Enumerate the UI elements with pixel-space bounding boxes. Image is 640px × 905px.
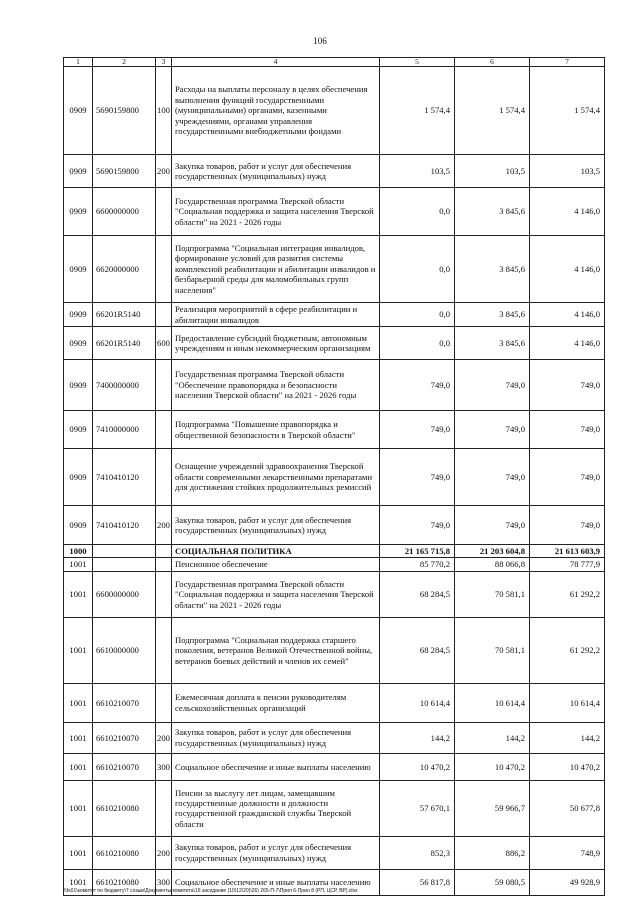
- cell-v2023: 103,5: [530, 155, 605, 188]
- cell-v2022: 749,0: [455, 360, 530, 411]
- cell-name: Расходы на выплаты персоналу в целях обеспечения выполнения функций государственными (муниципальными) органами, казенными учреждениями, органами управления государственными внебюджетными фондами: [172, 67, 380, 155]
- cell-name: Реализация мероприятий в сфере реабилитации и абилитации инвалидов: [172, 303, 380, 327]
- cell-v2022: 59 080,5: [455, 869, 530, 895]
- cell-name: Социальное обеспечение и иные выплаты населению: [172, 869, 380, 895]
- cell-name: Пенсионное обеспечение: [172, 558, 380, 571]
- cell-section: 1001: [64, 617, 93, 683]
- cell-code: 6610210070: [93, 753, 156, 780]
- cell-section: 1001: [64, 836, 93, 869]
- cell-section: 0909: [64, 449, 93, 506]
- cell-v2021: 68 284,5: [380, 571, 455, 617]
- cell-v2022: 749,0: [455, 411, 530, 449]
- cell-v2021: 749,0: [380, 411, 455, 449]
- table-row: [64, 722, 605, 753]
- cell-v2023: 144,2: [530, 722, 605, 753]
- cell-code: 5690159800: [93, 155, 156, 188]
- cell-v2021: 749,0: [380, 449, 455, 506]
- cell-v2023: 10 470,2: [530, 753, 605, 780]
- cell-section: 1001: [64, 683, 93, 722]
- table-row: [64, 327, 605, 360]
- cell-section: 1001: [64, 558, 93, 571]
- cell-v2022: 70 581,1: [455, 617, 530, 683]
- cell-v2023: 78 777,9: [530, 558, 605, 571]
- cell-vr: [156, 449, 172, 506]
- cell-name: Закупка товаров, работ и услуг для обеспечения государственных (муниципальных) нужд: [172, 836, 380, 869]
- cell-section: 1001: [64, 722, 93, 753]
- cell-vr: 200: [156, 836, 172, 869]
- column-number: 6: [455, 58, 530, 67]
- cell-name: Закупка товаров, работ и услуг для обеспечения государственных (муниципальных) нужд: [172, 506, 380, 545]
- cell-code: 6610210080: [93, 836, 156, 869]
- cell-v2022: 3 845,6: [455, 303, 530, 327]
- cell-v2021: 0,0: [380, 188, 455, 236]
- cell-v2023: 10 614,4: [530, 683, 605, 722]
- cell-v2021: 56 817,8: [380, 869, 455, 895]
- column-number: 1: [64, 58, 93, 67]
- cell-section: 0909: [64, 155, 93, 188]
- page-number: 106: [313, 36, 327, 46]
- cell-section: 0909: [64, 303, 93, 327]
- cell-v2023: 748,9: [530, 836, 605, 869]
- cell-name: Оснащение учреждений здравоохранения Тверской области современными лекарственными препаратами для достижения стойких продолжительных ремиссий: [172, 449, 380, 506]
- cell-section: 1001: [64, 753, 93, 780]
- cell-vr: [156, 188, 172, 236]
- cell-v2022: 749,0: [455, 506, 530, 545]
- cell-v2021: 57 670,1: [380, 780, 455, 836]
- cell-vr: [156, 411, 172, 449]
- cell-v2021: 852,3: [380, 836, 455, 869]
- cell-code: 66201R5140: [93, 327, 156, 360]
- cell-section: 0909: [64, 411, 93, 449]
- cell-section: 0909: [64, 506, 93, 545]
- table-row: [64, 753, 605, 780]
- cell-name: Подпрограмма "Социальная интеграция инвалидов, формирование условий для развития системы комплексной реабилитации и абилитации инвалидов и безбарьерной среды для маломобильных групп населения": [172, 236, 380, 303]
- column-number: 4: [172, 58, 380, 67]
- cell-v2023: 749,0: [530, 411, 605, 449]
- cell-v2021: 68 284,5: [380, 617, 455, 683]
- cell-vr: 300: [156, 753, 172, 780]
- cell-vr: [156, 683, 172, 722]
- table-row: [64, 836, 605, 869]
- cell-v2022: 10 470,2: [455, 753, 530, 780]
- cell-vr: 600: [156, 327, 172, 360]
- cell-vr: [156, 617, 172, 683]
- cell-name: Подпрограмма "Социальная поддержка старшего поколения, ветеранов Великой Отечественной войны, ветеранов боевых действий и членов их семей": [172, 617, 380, 683]
- cell-code: [93, 545, 156, 558]
- cell-vr: 200: [156, 506, 172, 545]
- cell-code: 6610210070: [93, 722, 156, 753]
- table-row: [64, 449, 605, 506]
- column-numbers-row: [64, 58, 605, 67]
- cell-v2021: 103,5: [380, 155, 455, 188]
- cell-code: [93, 558, 156, 571]
- cell-v2022: 144,2: [455, 722, 530, 753]
- cell-v2021: 0,0: [380, 236, 455, 303]
- cell-v2023: 49 928,9: [530, 869, 605, 895]
- table-row: [64, 780, 605, 836]
- cell-section: 1000: [64, 545, 93, 558]
- cell-v2021: 1 574,4: [380, 67, 455, 155]
- cell-code: 6600000000: [93, 188, 156, 236]
- cell-vr: [156, 558, 172, 571]
- cell-code: 6610210070: [93, 683, 156, 722]
- cell-vr: [156, 303, 172, 327]
- cell-v2023: 4 146,0: [530, 303, 605, 327]
- table-row: [64, 617, 605, 683]
- cell-v2022: 3 845,6: [455, 236, 530, 303]
- column-number: 2: [93, 58, 156, 67]
- cell-v2022: 749,0: [455, 449, 530, 506]
- cell-section: 0909: [64, 327, 93, 360]
- cell-code: 7400000000: [93, 360, 156, 411]
- cell-name: Социальное обеспечение и иные выплаты населению: [172, 753, 380, 780]
- cell-vr: [156, 780, 172, 836]
- cell-v2022: 10 614,4: [455, 683, 530, 722]
- column-number: 5: [380, 58, 455, 67]
- cell-v2023: 61 292,2: [530, 617, 605, 683]
- cell-v2022: 3 845,6: [455, 327, 530, 360]
- table-row: [64, 236, 605, 303]
- cell-name: Государственная программа Тверской области "Обеспечение правопорядка и безопасности населения Тверской области" на 2021 - 2026 годы: [172, 360, 380, 411]
- table-row: [64, 571, 605, 617]
- budget-table: [63, 57, 605, 896]
- cell-code: 66201R5140: [93, 303, 156, 327]
- cell-code: 7410410120: [93, 449, 156, 506]
- cell-v2021: 749,0: [380, 360, 455, 411]
- cell-vr: [156, 545, 172, 558]
- cell-v2023: 4 146,0: [530, 236, 605, 303]
- cell-name: Пенсии за выслугу лет лицам, замещавшим государственные должности и должности государственной гражданской службы Тверской области: [172, 780, 380, 836]
- cell-vr: 200: [156, 722, 172, 753]
- table-row: [64, 545, 605, 558]
- cell-vr: [156, 236, 172, 303]
- cell-v2022: 103,5: [455, 155, 530, 188]
- cell-code: 6610000000: [93, 617, 156, 683]
- cell-name: Предоставление субсидий бюджетным, автономным учреждениям и иным некоммерческим организациям: [172, 327, 380, 360]
- cell-code: 5690159800: [93, 67, 156, 155]
- cell-vr: [156, 360, 172, 411]
- cell-section: 1001: [64, 780, 93, 836]
- cell-v2022: 70 581,1: [455, 571, 530, 617]
- cell-v2023: 50 677,8: [530, 780, 605, 836]
- cell-name: Закупка товаров, работ и услуг для обеспечения государственных (муниципальных) нужд: [172, 722, 380, 753]
- cell-v2021: 144,2: [380, 722, 455, 753]
- cell-vr: [156, 571, 172, 617]
- cell-vr: 200: [156, 155, 172, 188]
- cell-v2023: 1 574,4: [530, 67, 605, 155]
- cell-v2021: 10 614,4: [380, 683, 455, 722]
- cell-code: 6610210080: [93, 780, 156, 836]
- cell-v2021: 10 470,2: [380, 753, 455, 780]
- cell-v2021: 0,0: [380, 327, 455, 360]
- cell-v2022: 3 845,6: [455, 188, 530, 236]
- cell-code: 6620000000: [93, 236, 156, 303]
- table-row: [64, 155, 605, 188]
- file-path-footer: \\fs01\комитет по бюджету\7 созыв\Документы комитета\16 заседание (10\12\20)\26) 265-П-7\Прил 6-Прил 8 (РП, ЦСР, ВР).xlsx: [64, 888, 358, 894]
- cell-v2023: 749,0: [530, 360, 605, 411]
- cell-code: 7410000000: [93, 411, 156, 449]
- cell-name: СОЦИАЛЬНАЯ ПОЛИТИКА: [172, 545, 380, 558]
- table-row: [64, 558, 605, 571]
- cell-name: Государственная программа Тверской области "Социальная поддержка и защита населения Тверской области" на 2021 - 2026 годы: [172, 188, 380, 236]
- cell-v2022: 1 574,4: [455, 67, 530, 155]
- cell-v2021: 749,0: [380, 506, 455, 545]
- table-row: [64, 411, 605, 449]
- cell-section: 1001: [64, 571, 93, 617]
- cell-name: Закупка товаров, работ и услуг для обеспечения государственных (муниципальных) нужд: [172, 155, 380, 188]
- cell-code: 6610210080: [93, 869, 156, 895]
- table-row: [64, 188, 605, 236]
- cell-v2022: 59 966,7: [455, 780, 530, 836]
- cell-v2021: 0,0: [380, 303, 455, 327]
- cell-name: Государственная программа Тверской области "Социальная поддержка и защита населения Тверской области" на 2021 - 2026 годы: [172, 571, 380, 617]
- cell-section: 0909: [64, 67, 93, 155]
- cell-v2023: 749,0: [530, 449, 605, 506]
- cell-vr: 300: [156, 869, 172, 895]
- cell-v2021: 85 770,2: [380, 558, 455, 571]
- cell-v2023: 749,0: [530, 506, 605, 545]
- column-number: 7: [530, 58, 605, 67]
- cell-v2022: 88 066,8: [455, 558, 530, 571]
- cell-v2022: 886,2: [455, 836, 530, 869]
- cell-v2023: 4 146,0: [530, 188, 605, 236]
- cell-section: 0909: [64, 236, 93, 303]
- table-row: [64, 360, 605, 411]
- cell-v2023: 21 613 603,9: [530, 545, 605, 558]
- cell-code: 7410410120: [93, 506, 156, 545]
- cell-section: 0909: [64, 188, 93, 236]
- cell-name: Ежемесячная доплата к пенсии руководителям сельскохозяйственных организаций: [172, 683, 380, 722]
- table-row: [64, 683, 605, 722]
- cell-section: 1001: [64, 869, 93, 895]
- cell-v2022: 21 203 604,8: [455, 545, 530, 558]
- cell-name: Подпрограмма "Повышение правопорядка и общественной безопасности в Тверской области": [172, 411, 380, 449]
- cell-section: 0909: [64, 360, 93, 411]
- table-row: [64, 303, 605, 327]
- cell-vr: 100: [156, 67, 172, 155]
- cell-v2023: 4 146,0: [530, 327, 605, 360]
- cell-v2023: 61 292,2: [530, 571, 605, 617]
- table-row: [64, 506, 605, 545]
- cell-v2021: 21 165 715,8: [380, 545, 455, 558]
- column-number: 3: [156, 58, 172, 67]
- cell-code: 6600000000: [93, 571, 156, 617]
- table-row: [64, 67, 605, 155]
